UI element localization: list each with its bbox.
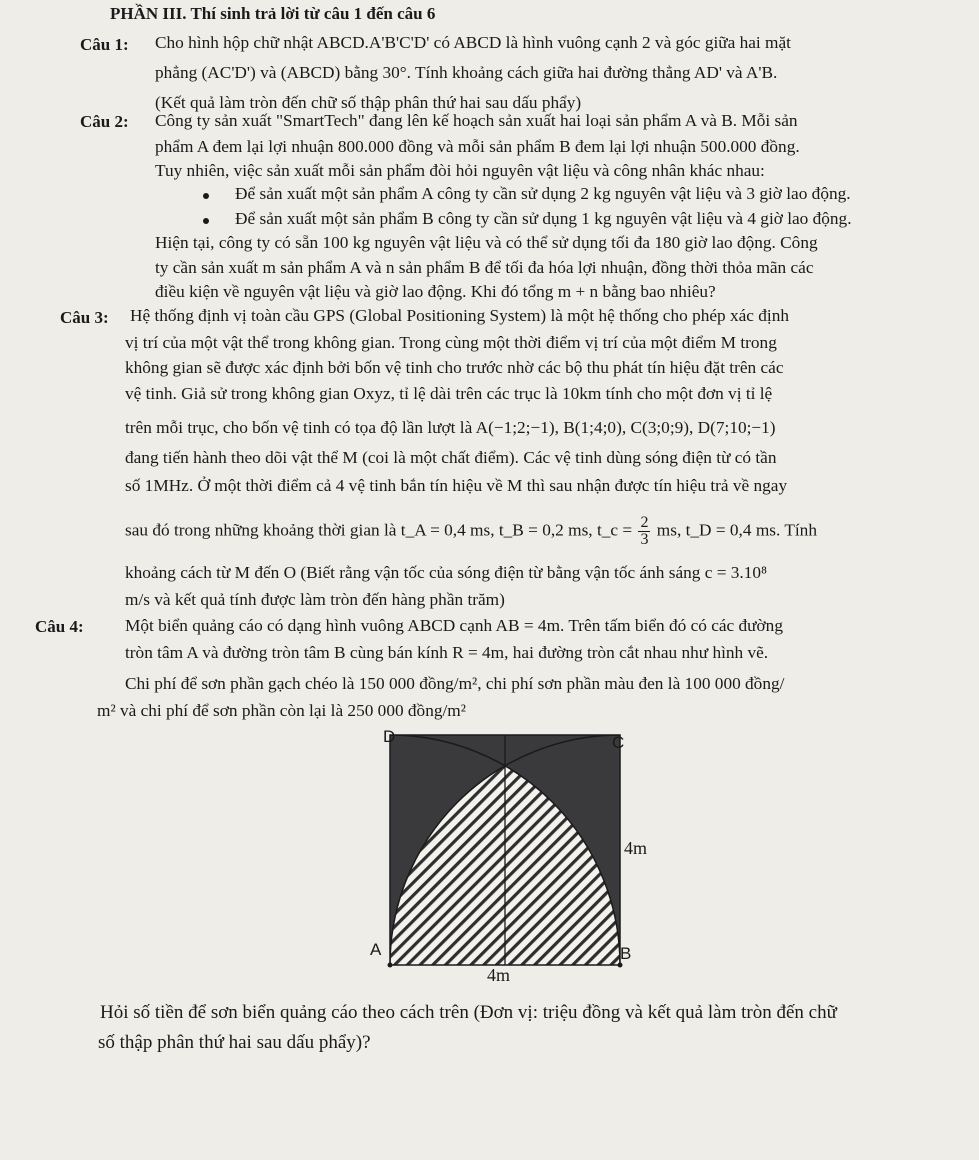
- question-1-label: Câu 1:: [80, 35, 129, 54]
- q3-line-9: khoảng cách từ M đến O (Biết rằng vận tốc của sóng điện từ bằng vận tốc ánh sáng c = 3.10⁸: [125, 563, 768, 582]
- q2-bullet-2: Để sản xuất một sản phẩm B công ty cần sử dụng 1 kg nguyên vật liệu và 4 giờ lao động.: [235, 209, 852, 228]
- q2-tail-2: ty cần sản xuất m sản phẩm A và n sản phẩm B để tối đa hóa lợi nhuận, đồng thời thỏa mãn các: [155, 258, 814, 277]
- q4-line-4: m² và chi phí để sơn phần còn lại là 250 000 đồng/m²: [97, 701, 466, 720]
- q3-line-8-times: _A = 0,4 ms, t_B = 0,2 ms, t_c =: [405, 520, 633, 540]
- fraction-numerator: 2: [640, 514, 649, 531]
- fraction-denominator: 3: [640, 531, 649, 548]
- vertex-c-label: C: [612, 733, 625, 752]
- side-length-right: 4m: [624, 838, 648, 858]
- section-heading: PHẦN III. Thí sinh trả lời từ câu 1 đến câu 6: [110, 4, 436, 23]
- bullet-icon: [203, 218, 209, 224]
- q2-bullet-1: Để sản xuất một sản phẩm A công ty cần sử dụng 2 kg nguyên vật liệu và 3 giờ lao động.: [235, 184, 851, 203]
- q1-line-3: (Kết quả làm tròn đến chữ số thập phân thứ hai sau dấu phẩy): [155, 93, 582, 112]
- vertex-b-label: B: [620, 944, 632, 963]
- q2-line-3: Tuy nhiên, việc sản xuất mỗi sản phẩm đòi hỏi nguyên vật liệu và công nhân khác nhau:: [155, 161, 765, 180]
- vertex-a-label: A: [370, 940, 382, 959]
- point-a: [388, 963, 393, 968]
- question-3-label: Câu 3:: [60, 308, 109, 327]
- q4-line-1: Một biển quảng cáo có dạng hình vuông ABCD cạnh AB = 4m. Trên tấm biển đó có các đường: [125, 616, 783, 635]
- q1-line-2: phẳng (AC'D') và (ABCD) bằng 30°. Tính khoảng cách giữa hai đường thẳng AD' và A'B.: [155, 63, 778, 82]
- q4-line-2: tròn tâm A và đường tròn tâm B cùng bán kính R = 4m, hai đường tròn cắt nhau như hình vẽ.: [125, 643, 769, 662]
- bullet-icon: [203, 193, 209, 199]
- q1-line-1: Cho hình hộp chữ nhật ABCD.A'B'C'D' có ABCD là hình vuông cạnh 2 và góc giữa hai mặt: [155, 33, 791, 52]
- q3-line-10: m/s và kết quả tính được làm tròn đến hàng phần trăm): [125, 590, 505, 609]
- fraction: [638, 515, 650, 548]
- vertex-d-label: D: [383, 727, 396, 746]
- q3-line-7: số 1MHz. Ở một thời điểm cả 4 vệ tinh bắn tín hiệu về M thì sau nhận được tín hiệu trả về ngay: [125, 476, 788, 495]
- q3-line-8-pre: sau đó trong những khoảng thời gian là t: [125, 520, 406, 540]
- side-length-bottom: 4m: [487, 965, 511, 985]
- q3-line-4: vệ tinh. Giả sử trong không gian Oxyz, tỉ lệ dài trên các trục là 10km tính cho một đơn vị tỉ lệ: [125, 384, 773, 403]
- q3-line-2: vị trí của một vật thể trong không gian. Trong cùng một thời điểm vị trí của một điểm M trong: [125, 333, 777, 352]
- q3-line-6: đang tiến hành theo dõi vật thể M (coi là một chất điểm). Các vệ tinh dùng sóng điện từ có tần: [125, 448, 777, 467]
- q3-line-3: không gian sẽ được xác định bởi bốn vệ tinh cho trước nhờ các bộ thu phát tín hiệu đặt trên các: [125, 358, 784, 377]
- q2-line-1: Công ty sản xuất "SmartTech" đang lên kế hoạch sản xuất hai loại sản phẩm A và B. Mỗi sản: [155, 111, 798, 130]
- question-2-label: Câu 2:: [80, 112, 129, 131]
- question-4-label: Câu 4:: [35, 617, 84, 636]
- q2-tail-1: Hiện tại, công ty có sẵn 100 kg nguyên vật liệu và có thể sử dụng tối đa 180 giờ lao động. Công: [155, 233, 818, 252]
- q3-line-1: Hệ thống định vị toàn cầu GPS (Global Positioning System) là một hệ thống cho phép xác định: [130, 306, 790, 325]
- q3-line-8: [125, 515, 817, 548]
- q2-tail-3: điều kiện về nguyên vật liệu và giờ lao động. Khi đó tổng m + n bằng bao nhiêu?: [155, 282, 716, 301]
- billboard-figure: [370, 720, 650, 970]
- q3-line-5: trên mỗi trục, cho bốn vệ tinh có tọa độ lần lượt là A(−1;2;−1), B(1;4;0), C(3;0;9), D(7;10;−1): [125, 418, 776, 437]
- q4-line-3: Chi phí để sơn phần gạch chéo là 150 000 đồng/m², chi phí sơn phần màu đen là 100 000 đồng/: [125, 674, 785, 693]
- q4-final-2: số thập phân thứ hai sau dấu phẩy)?: [98, 1032, 371, 1053]
- q2-line-2: phẩm A đem lại lợi nhuận 800.000 đồng và mỗi sản phẩm B đem lại lợi nhuận 500.000 đồng.: [155, 137, 800, 156]
- q3-line-8-post: ms, t_D = 0,4 ms. Tính: [656, 520, 817, 540]
- q4-final-1: Hỏi số tiền để sơn biển quảng cáo theo cách trên (Đơn vị: triệu đồng và kết quả làm tròn đến chữ: [100, 1002, 837, 1023]
